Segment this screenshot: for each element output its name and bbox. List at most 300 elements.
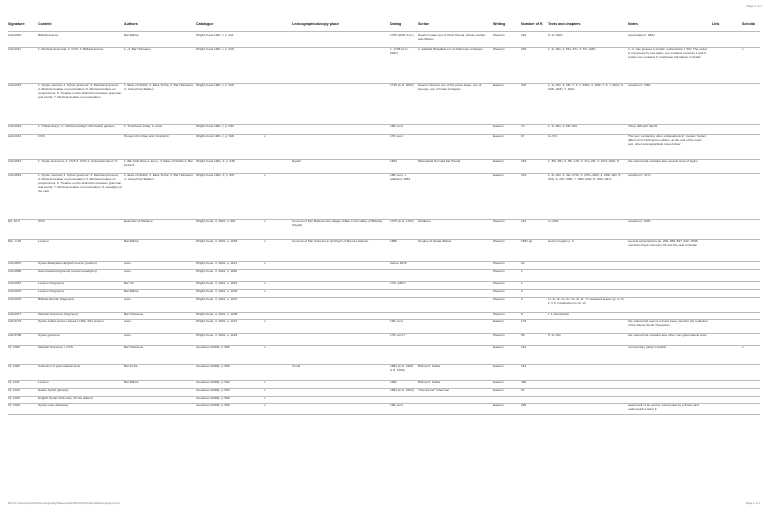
cell-catalogue: Wright-Cook 1901, I, p. 611 bbox=[196, 34, 234, 37]
cell-content: 1. Metrical Grammar; 2. OVS; 3. Biblical lexicon bbox=[38, 48, 104, 51]
table-row bbox=[0, 34, 768, 47]
cell-link bbox=[712, 334, 738, 345]
table-row bbox=[0, 365, 768, 380]
cell-authors: Bar Bahlul bbox=[124, 34, 139, 37]
cell-dating: 18th cent. bbox=[390, 125, 404, 128]
cell-signature: Add 2013 bbox=[8, 135, 22, 138]
cell-mark: x bbox=[264, 381, 266, 384]
cell-folios: 1551 pp. bbox=[521, 240, 534, 243]
cell-folios: 8 bbox=[521, 313, 523, 316]
cell-texts: 1. 1r–25v; 2. 25r–7; 3. 7–198v; 4. 199r–7; 5. 7–202v; 6. 203r–203v; 7. 203v bbox=[548, 84, 624, 91]
cell-writing: Western bbox=[493, 220, 505, 223]
cell-catalogue: Goodman (2009), p. 599 bbox=[196, 404, 230, 407]
cell-link bbox=[712, 160, 738, 173]
cell-folios: 1 bbox=[521, 270, 523, 273]
cell-scribe bbox=[418, 290, 491, 297]
cell-link bbox=[712, 346, 738, 364]
cell-dating: 17th cent.? bbox=[390, 334, 406, 337]
cell-place bbox=[292, 404, 388, 414]
cell-authors: anon. bbox=[124, 270, 132, 273]
cell-signature: Mm. 4.18 bbox=[8, 240, 21, 243]
cell-catalogue: Wright-Cook 1901, I, p. 548 bbox=[196, 135, 234, 138]
cell-dating: 1891 bbox=[390, 381, 397, 384]
cell-notes: subscription f. 284v bbox=[628, 34, 655, 37]
cell-scholia bbox=[742, 334, 760, 345]
cell-mark: x bbox=[264, 404, 266, 407]
page-number: Page 1 of 1 bbox=[746, 4, 762, 8]
cell-scribe bbox=[418, 125, 491, 134]
cell-place bbox=[292, 389, 388, 396]
cell-notes bbox=[628, 282, 708, 289]
cell-scholia bbox=[742, 34, 760, 47]
cell-signature: Or. 1312 bbox=[8, 389, 20, 392]
cell-mark bbox=[264, 334, 272, 345]
table-row bbox=[0, 346, 768, 364]
cell-content: Native Syriac glossary bbox=[38, 389, 69, 392]
cell-texts bbox=[548, 389, 626, 396]
cell-authors: Bar Bahlul bbox=[124, 240, 139, 243]
cell-notes: colophon f. 317v bbox=[628, 174, 651, 177]
cell-writing: Western bbox=[493, 48, 505, 51]
cell-mark bbox=[264, 365, 272, 380]
cell-authors: 1. Bar Kalir Risa 2. anon.; 3. Elias of Nisibis 4. Bar Zo'ba 5. bbox=[124, 160, 193, 167]
cell-scribe: Thomas bar Yohannan bbox=[418, 389, 450, 392]
cell-notes: The text, containing often explanations in 'modern Syriac', differs from Hoffmann's edition, at the end of the main text, other lexicographical notes follow bbox=[628, 135, 708, 146]
cell-texts bbox=[548, 282, 626, 289]
cell-notes bbox=[628, 365, 708, 380]
cell-mark: x bbox=[264, 135, 266, 138]
table-row bbox=[0, 334, 768, 345]
cell-catalogue: Wright-Cook 1901, I, p. 533 bbox=[196, 125, 234, 128]
cell-content: OVS bbox=[38, 135, 45, 138]
cell-notes bbox=[628, 270, 708, 281]
cell-signature: Or. 1333 bbox=[8, 397, 20, 400]
cell-link bbox=[712, 262, 738, 269]
cell-writing: Western bbox=[493, 290, 505, 293]
cell-folios: 482 bbox=[521, 381, 527, 384]
cell-authors bbox=[124, 389, 194, 396]
cell-dating: 19th cent. bbox=[390, 404, 404, 407]
cell-texts bbox=[548, 346, 626, 364]
cell-mark: x bbox=[264, 240, 266, 243]
cell-texts: 1r–203r bbox=[548, 220, 559, 223]
cell-dating: 1375 (A.G. 1787) bbox=[390, 220, 414, 223]
cell-authors: anon. bbox=[124, 262, 132, 265]
cell-texts bbox=[548, 320, 626, 333]
cell-authors: 1.–3. Bar Hebraeus bbox=[124, 48, 151, 51]
cell-dating bbox=[390, 270, 416, 281]
cell-link bbox=[712, 320, 738, 333]
cell-mark: x bbox=[264, 262, 266, 265]
row-divider bbox=[8, 414, 760, 415]
cell-mark bbox=[264, 160, 272, 173]
cell-dating: 1804 bbox=[390, 160, 397, 163]
cell-writing: Eastern bbox=[493, 346, 504, 349]
cell-link bbox=[712, 174, 738, 219]
table-row bbox=[0, 135, 768, 159]
cell-notes: 1.–2. has glosses in Arabic; subscription f. 56v. The codex is composed by two parts; one contains contents 1 and 2, a later one contains 3. Interlinear translation in Arabic bbox=[628, 48, 708, 59]
cell-link bbox=[712, 270, 738, 281]
cell-mark bbox=[264, 298, 272, 312]
cell-writing: Western bbox=[493, 240, 505, 243]
cell-content: Metrical Grammar (fragment) bbox=[38, 313, 78, 316]
cell-authors bbox=[124, 404, 194, 414]
cell-catalogue: Wright-Cook 1901, II, p. 667 bbox=[196, 174, 235, 177]
cell-writing: Eastern bbox=[493, 174, 504, 177]
table-row bbox=[0, 240, 768, 261]
cell-signature: Dd. 10.9 bbox=[8, 220, 20, 223]
cell-content: 1. 'Thikal Sekyr'; 2. Verbal paradigm with Arabic glosses bbox=[38, 125, 115, 128]
table-row bbox=[0, 381, 768, 388]
cell-mark: x bbox=[264, 220, 266, 223]
cell-catalogue: Goodman (2009), p. 586 bbox=[196, 346, 230, 349]
cell-folios: 225 bbox=[521, 48, 527, 51]
cell-folios: 72 bbox=[521, 125, 525, 128]
header-link: Link bbox=[712, 22, 720, 26]
cell-scholia bbox=[742, 389, 760, 396]
cell-texts bbox=[548, 270, 626, 281]
cell-scholia bbox=[742, 135, 760, 159]
cell-signature: Or. 1305 bbox=[8, 365, 20, 368]
cell-authors: anon. bbox=[124, 320, 132, 323]
cell-signature: Add 2012 bbox=[8, 125, 22, 128]
cell-authors: Bar Zo'ba bbox=[124, 365, 138, 368]
cell-notes: colophon f. 199v bbox=[628, 84, 651, 87]
cell-link bbox=[712, 125, 738, 134]
cell-scribe bbox=[418, 320, 491, 333]
cell-writing: Eastern bbox=[493, 84, 504, 87]
cell-catalogue: Wright-Cook 1901, I, p. 519 bbox=[196, 84, 234, 87]
cell-catalogue: Wright-Cook, II, 1901, p. 1199 bbox=[196, 282, 237, 285]
header-divider bbox=[8, 31, 760, 32]
cell-scholia bbox=[742, 270, 760, 281]
cell-content: Lexicon (fragment) bbox=[38, 290, 64, 293]
cell-writing: Eastern bbox=[493, 320, 504, 323]
cell-content: 1. Syriac metrical; 2. Syriac grammar; 3. Metrical grammar; 4. Metrical treatise on punctuation; 5. Metrical treatise on conjunctions; 6. Treatise on the distinction between grammar and words; 7. Metrical treatise on punctuation; 8. paradigm of the verb bbox=[38, 174, 122, 193]
table-row bbox=[0, 290, 768, 297]
cell-scribe bbox=[418, 262, 491, 269]
cell-signature: Add 2819 bbox=[8, 174, 22, 177]
table-row bbox=[0, 270, 768, 281]
cell-writing: Western bbox=[493, 282, 505, 285]
cell-content: Syriac grammar bbox=[38, 334, 60, 337]
cell-scribe bbox=[418, 270, 491, 281]
cell-writing: Eastern bbox=[493, 365, 504, 368]
cell-signature: Or. 1311 bbox=[8, 381, 20, 384]
table-row bbox=[0, 174, 768, 219]
cell-writing: Eastern bbox=[493, 125, 504, 128]
cell-notes bbox=[628, 262, 708, 269]
cell-catalogue: Goodman (2009), p. 592 bbox=[196, 381, 230, 384]
cell-scholia bbox=[742, 298, 760, 312]
cell-authors: Bar Bahlul bbox=[124, 381, 139, 384]
cell-scholia bbox=[742, 240, 760, 261]
cell-notes: the manuscript contains also other non-grammatical texts bbox=[628, 334, 707, 337]
cell-catalogue: Wright-Cook, II, 1901, p. 991 bbox=[196, 220, 236, 223]
cell-mark: x bbox=[264, 174, 266, 177]
header-scribe: Scribe bbox=[418, 22, 429, 26]
cell-authors: anon. bbox=[124, 334, 132, 337]
cell-mark bbox=[264, 125, 272, 134]
cell-notes bbox=[628, 389, 708, 396]
cell-scribe bbox=[418, 282, 491, 289]
table-header bbox=[0, 20, 768, 30]
cell-mark: x bbox=[264, 346, 266, 349]
header-place: Lexicographical/copy place bbox=[292, 22, 339, 26]
cell-texts bbox=[548, 404, 626, 414]
cell-place bbox=[292, 174, 388, 219]
cell-texts: f. 1 introduction bbox=[548, 313, 570, 316]
cell-place bbox=[292, 381, 388, 388]
header-content: Content bbox=[38, 22, 52, 26]
cell-link bbox=[712, 48, 738, 83]
cell-dating: 1893 (A.G. 2204) bbox=[390, 389, 414, 392]
header-catalogue: Catalogue bbox=[196, 22, 214, 26]
cell-content: Lexicon bbox=[38, 381, 49, 384]
cell-folios: 2 bbox=[521, 298, 523, 301]
cell-scholia bbox=[742, 84, 760, 124]
cell-place bbox=[292, 290, 388, 297]
cell-signature: Add 3179 bbox=[8, 320, 22, 323]
table-row bbox=[0, 404, 768, 414]
cell-notes: colophon f. 203v bbox=[628, 220, 651, 223]
cell-content: Grammatical fragments (verbal paradigms) bbox=[38, 270, 97, 273]
cell-signature: Add 3708 bbox=[8, 334, 22, 337]
cell-content: Metrical Grammar + OVS bbox=[38, 346, 73, 349]
cell-scholia bbox=[742, 282, 760, 289]
cell-link bbox=[712, 135, 738, 159]
cell-catalogue: Wright-Cook, II, 1901, p. 1198 bbox=[196, 270, 237, 273]
cell-scribe: Deacon Isaac son of Khori Hanna, whose mother was Miriam bbox=[418, 34, 486, 41]
table-row bbox=[0, 282, 768, 289]
cell-folios: 299 bbox=[521, 404, 527, 407]
cell-catalogue: Wright-Cook, II, 1901, p. 1033 bbox=[196, 240, 238, 243]
table-row bbox=[0, 160, 768, 173]
cell-dating: 1885 bbox=[390, 240, 397, 243]
cell-notes: Three different hands bbox=[628, 125, 658, 128]
cell-catalogue: Wright-Cook, II, 1901, p. 1227 bbox=[196, 320, 238, 323]
cell-place bbox=[292, 48, 388, 83]
cell-scribe: Bishop A. Sabra bbox=[418, 381, 441, 384]
cell-content: 1. Syriac metrical; 2. Syriac grammar; 3. Metrical grammar; 4. Metrical treatise on punctuation; 5. Metrical treatise on conjunctions; 6. Treatise on the distinction between grammar and words; 7. Metrical treatise on punctuation bbox=[38, 84, 122, 99]
cell-scholia bbox=[742, 404, 760, 414]
cell-folios: 331 bbox=[521, 174, 527, 177]
cell-dating: 17th–18th? bbox=[390, 282, 406, 285]
cell-writing: Western bbox=[493, 313, 505, 316]
table-row bbox=[0, 320, 768, 333]
cell-place bbox=[292, 262, 388, 269]
cell-signature: Add 2077 bbox=[8, 313, 22, 316]
cell-folios: 24 bbox=[521, 262, 525, 265]
cell-texts: ff. 1r–34v bbox=[548, 334, 561, 337]
cell-place bbox=[292, 34, 388, 47]
cell-mark bbox=[264, 270, 272, 281]
cell-scholia bbox=[742, 160, 760, 173]
cell-catalogue: Wright-Cook, II, 1901, p. 1207 bbox=[196, 298, 238, 301]
cell-texts: 1. 1r–56v; 2. 56v–57v; 3. 57r–225v bbox=[548, 48, 596, 51]
cell-content: English-Syriac dictionary (Urmia dialect) bbox=[38, 397, 93, 400]
cell-notes: watermark of an anchor surrounded by a flower and underneath a letter F bbox=[628, 404, 699, 411]
cell-authors: anon. bbox=[124, 298, 132, 301]
cell-mark: x bbox=[264, 320, 266, 323]
cell-authors: Hunayn ibn Ishaq and 'Ananisho' bbox=[124, 135, 170, 138]
cell-place bbox=[292, 270, 388, 281]
cell-place: Convent of Mor Bahnam the village of Ban in the valley of Bidaray (Tayali) bbox=[292, 220, 383, 227]
cell-writing: Western bbox=[493, 298, 505, 301]
cell-content: OVS bbox=[38, 220, 45, 223]
cell-catalogue: Wright-Cook, II, 1901, p. 1203 bbox=[196, 290, 238, 293]
cell-folios: 113 bbox=[521, 346, 526, 349]
cell-content: 1. Syriac Grammar; 2. OVS 3. OVS 4. Universal Canon; 5. bbox=[38, 160, 118, 163]
cell-link bbox=[712, 290, 738, 297]
cell-mark bbox=[264, 34, 272, 47]
cell-mark bbox=[264, 48, 272, 83]
cell-catalogue: Wright-Cook 1901, II, p. 639 bbox=[196, 160, 235, 163]
cell-texts bbox=[548, 365, 626, 380]
cell-notes: the manuscript contains also several texts of logics bbox=[628, 160, 698, 163]
cell-writing: Western bbox=[493, 262, 505, 265]
cell-link bbox=[712, 282, 738, 289]
cell-link bbox=[712, 240, 738, 261]
cell-texts: 1r–57v bbox=[548, 135, 558, 138]
cell-mark: x bbox=[264, 389, 266, 392]
cell-scribe: Miramdelal Hormad bar Hamid bbox=[418, 160, 461, 163]
cell-authors: 1. Elias of Nisibis; 2. Elias 'Zo'ba; 3. Bar Hebraeus; 4. Joseph bar Malkon bbox=[124, 174, 194, 181]
cell-scholia bbox=[742, 320, 760, 333]
cell-scribe bbox=[418, 174, 491, 219]
cell-signature: Or. 1343 bbox=[8, 404, 20, 407]
table-row bbox=[0, 48, 768, 83]
cell-notes bbox=[628, 298, 708, 312]
header-dating: Dating bbox=[390, 22, 402, 26]
cell-writing: Western bbox=[493, 270, 505, 273]
cell-writing: Eastern bbox=[493, 381, 504, 384]
cell-mark bbox=[264, 84, 272, 124]
cell-scholia bbox=[742, 174, 760, 219]
cell-writing: Western bbox=[493, 34, 505, 37]
cell-scholia bbox=[742, 220, 760, 239]
cell-authors: Bar 'Ali bbox=[124, 282, 134, 285]
table-row bbox=[0, 220, 768, 239]
cell-mark: x bbox=[264, 282, 266, 285]
cell-folios: 2 bbox=[521, 290, 523, 293]
cell-link bbox=[712, 298, 738, 312]
cell-folios: 212 bbox=[521, 220, 527, 223]
cell-signature: Add 2070 bbox=[8, 290, 22, 293]
cell-link bbox=[712, 220, 738, 239]
cell-dating: 1883 (A.G. 1996; A.H. 1300) bbox=[390, 365, 414, 372]
cell-authors: 1. Elias of Nisibis; 2. Elias 'Zo'ba; 3. Bar Hebraeus; 4. Joseph bar Malkon bbox=[124, 84, 194, 91]
cell-scribe bbox=[418, 298, 491, 312]
cell-dating bbox=[390, 290, 416, 297]
header-signature: Signature bbox=[8, 22, 25, 26]
cell-scribe: 1. qaššīšā Rizqallah son of Abdul-ran of Aleppo bbox=[418, 48, 483, 51]
cell-dating: 1750 (2061 A.G.) bbox=[390, 34, 414, 37]
table-row bbox=[0, 298, 768, 312]
header-scholia: Scholia bbox=[742, 22, 755, 26]
header-notes: Notes bbox=[628, 22, 638, 26]
cell-texts bbox=[548, 262, 626, 269]
cell-content: Lexicon (fragment) bbox=[38, 282, 64, 285]
cell-folios: 203 bbox=[521, 84, 527, 87]
cell-folios: 179 bbox=[521, 320, 527, 323]
cell-signature: Add 2812 bbox=[8, 160, 22, 163]
footer-url: file:///C:/Users/Syriac%20Lexicography/Manuscripts%20of%20Syriac%20lexicography.htm bbox=[8, 501, 121, 505]
cell-signature: Add 2011 bbox=[8, 48, 22, 51]
cell-writing: Eastern bbox=[493, 404, 504, 407]
cell-dating: 19th cent. bbox=[390, 320, 404, 323]
cell-notes: the manuscript seems to have been used for the redaction of the Payne-Smith Thesaurus bbox=[628, 320, 708, 327]
cell-folios: 67 bbox=[521, 135, 525, 138]
cell-texts bbox=[548, 290, 626, 297]
cell-catalogue: Goodman (2009), p. 593 bbox=[196, 389, 230, 392]
header-authors: Authors bbox=[124, 22, 138, 26]
cell-writing: Eastern bbox=[493, 135, 504, 138]
cell-writing: Eastern bbox=[493, 160, 504, 163]
cell-signature: Add 2016 bbox=[8, 84, 22, 87]
cell-content: Biblical-Semitic (fragment) bbox=[38, 298, 75, 301]
cell-notes: several subscriptions pp. 299, 388, 597, 932, 1505; mentions Pope Clemens XII and the seal of Sultan bbox=[628, 240, 699, 247]
cell-writing: Western bbox=[493, 334, 505, 337]
cell-scholia bbox=[742, 381, 760, 388]
cell-scholia bbox=[742, 262, 760, 269]
cell-place bbox=[292, 346, 388, 364]
cell-dating: 17th cent. bbox=[390, 135, 404, 138]
cell-scholia bbox=[742, 125, 760, 134]
cell-signature: Or. 1300 bbox=[8, 346, 20, 349]
cell-folios: 56 bbox=[521, 334, 525, 337]
table-row bbox=[0, 262, 768, 269]
cell-mark: x bbox=[264, 290, 266, 293]
cell-place bbox=[292, 135, 388, 159]
cell-dating: 18th cent. + additions 1884 bbox=[390, 174, 411, 181]
cell-scholia: x bbox=[742, 48, 744, 51]
cell-catalogue: Goodman (2009), p. 589 bbox=[196, 365, 230, 368]
cell-link bbox=[712, 404, 738, 414]
cell-content: Biblical lexicon bbox=[38, 34, 59, 37]
cell-content: Lexicon bbox=[38, 240, 49, 243]
cell-place bbox=[292, 334, 388, 345]
header-folios: Number of ff. bbox=[521, 22, 544, 26]
cell-link bbox=[712, 365, 738, 380]
cell-authors: 1. Timotheos Ishaq; 2. anon. bbox=[124, 125, 164, 128]
cell-authors: Bar Bahlul bbox=[124, 290, 139, 293]
cell-place bbox=[292, 298, 388, 312]
cell-link bbox=[712, 389, 738, 396]
cell-notes bbox=[628, 290, 708, 297]
cell-catalogue: Wright-Cook, II, 1901, p. 1121 bbox=[196, 262, 237, 265]
cell-content: Syriac-Malayalam-English lexicon (portion) bbox=[38, 262, 97, 265]
cell-scribe bbox=[418, 334, 491, 345]
cell-scholia bbox=[742, 290, 760, 297]
cell-content: Collection of grammatical texts bbox=[38, 365, 81, 368]
cell-catalogue: Wright-Cook, II, 1901, p. 1208 bbox=[196, 313, 238, 316]
cell-dating: 1. 1798 (A.G. 2067) bbox=[390, 48, 409, 55]
cell-place bbox=[292, 320, 388, 333]
cell-scribe: Abraham bbox=[418, 220, 431, 223]
cell-content: Syriac-Arabic lexicon based on Bar 'Ali's lexicon bbox=[38, 320, 104, 323]
cell-texts bbox=[548, 381, 626, 388]
cell-link bbox=[712, 84, 738, 124]
table-row bbox=[0, 389, 768, 396]
header-texts: Texts and chapters bbox=[548, 22, 581, 26]
cell-scholia bbox=[742, 365, 760, 380]
cell-signature: Add 2076 bbox=[8, 298, 22, 301]
cell-folios: 315 bbox=[521, 160, 527, 163]
cell-scribe: Bishop A. Sabra bbox=[418, 365, 441, 368]
cell-content: Syriac-Latin dictionary bbox=[38, 404, 69, 407]
cell-place: Urmia bbox=[292, 365, 301, 368]
